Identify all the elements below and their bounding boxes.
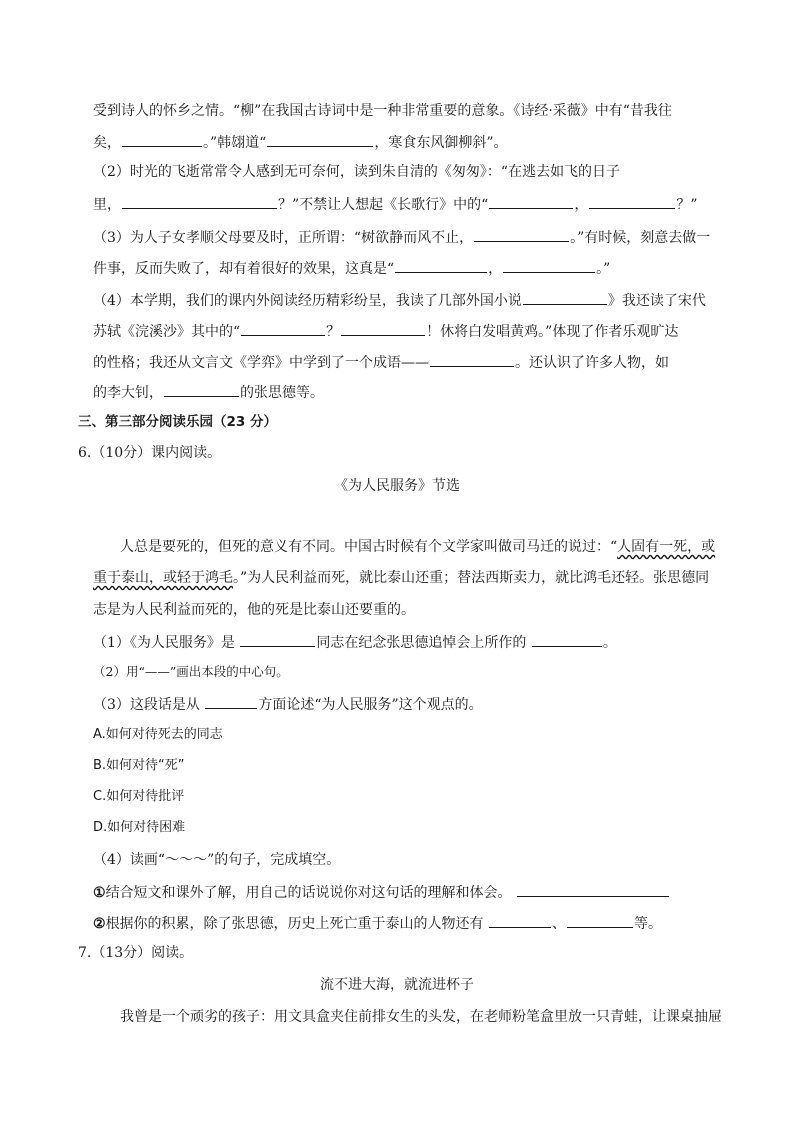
answer-blank[interactable] [341, 320, 425, 336]
answer-blank[interactable] [241, 320, 325, 336]
wavy-underlined-quote: 人固有一死，或 [617, 539, 716, 555]
p4-line2: 苏轼《浣溪沙》其中的“ ？ ！休将白发唱黄鸡。”体现了作者乐观旷达 [93, 320, 678, 342]
section-heading: 三、第三部分阅读乐园（23 分） [78, 414, 277, 430]
answer-blank[interactable] [517, 881, 669, 897]
passage-line1: 人总是要死的，但死的意义有不同。中国古时候有个文学家叫做司马迁的说过：“人固有一死，或 [120, 539, 716, 555]
p4-line4: 的李大钊， 的张思德等。 [93, 381, 324, 403]
option-c[interactable]: C.如何对待批评 [93, 789, 185, 804]
option-d[interactable]: D.如何对待困难 [93, 820, 186, 835]
wavy-underlined-quote: 重于泰山，或轻于鸿毛 [93, 570, 233, 586]
p1-line2: 矣， 。”韩翃道“ ，寒食东风御柳斜”。 [93, 131, 508, 153]
passage-title-7: 流不进大海，就流进杯子 [320, 977, 474, 993]
passage-line2: 重于泰山，或轻于鸿毛。”为人民利益而死，就比泰山还重；替法西斯卖力，就比鸿毛还轻。张思德同 [93, 570, 710, 586]
answer-blank[interactable] [567, 912, 633, 928]
answer-blank[interactable] [395, 257, 487, 273]
answer-blank[interactable] [503, 257, 595, 273]
option-b[interactable]: B.如何对待“死” [93, 758, 185, 773]
p4-line1: （4）本学期，我们的课内外阅读经历精彩纷呈，我读了几部外国小说 》我还读了宋代 [93, 289, 706, 311]
answer-blank[interactable] [532, 631, 602, 647]
answer-blank[interactable] [430, 351, 514, 367]
answer-blank[interactable] [205, 693, 257, 709]
answer-blank[interactable] [489, 912, 551, 928]
question-7-label: 7.（13分）阅读。 [78, 945, 194, 961]
p3-line1: （3）为人子女孝顺父母要及时，正所谓：“树欲静而风不止， 。”有时候，刻意去做一 [93, 226, 710, 248]
sub-question-4-part2: ②根据你的积累，除了张思德，历史上死亡重于泰山的人物还有 、 等。 [93, 912, 662, 934]
sub-question-2: （2）用“——”画出本段的中心句。 [93, 664, 289, 679]
circled-number-2: ② [93, 916, 106, 932]
p2-line1: （2）时光的飞逝常常令人感到无可奈何，读到朱自清的《匆匆》：“在逃去如飞的日子 [93, 164, 621, 180]
passage-title: 《为人民服务》节选 [334, 478, 460, 494]
answer-blank[interactable] [122, 131, 202, 147]
answer-blank[interactable] [164, 381, 239, 397]
question-6-label: 6.（10分）课内阅读。 [78, 445, 222, 461]
answer-blank[interactable] [489, 193, 573, 209]
answer-blank[interactable] [474, 226, 569, 242]
answer-blank[interactable] [523, 289, 607, 305]
answer-blank[interactable] [267, 131, 373, 147]
sub-question-4: （4）读画“～～～”的句子，完成填空。 [93, 852, 341, 868]
p3-line2: 件事，反而失败了，却有着很好的效果，这真是“ ， 。” [93, 257, 610, 279]
answer-blank[interactable] [122, 193, 277, 209]
p4-line3: 的性格；我还从文言文《学弈》中学到了一个成语—— 。还认识了许多人物，如 [93, 351, 669, 373]
option-a[interactable]: A.如何对待死去的同志 [93, 727, 223, 742]
p2-line2: 里， ？”不禁让人想起《长歌行》中的“ ， ？” [93, 193, 698, 215]
passage7-line1: 我曾是一个顽劣的孩子：用文具盒夹住前排女生的头发，在老师粉笔盒里放一只青蛙，让课桌抽屉 [120, 1009, 722, 1025]
passage-line3: 志是为人民利益而死的，他的死是比泰山还要重的。 [93, 602, 415, 618]
p1-line1: 受到诗人的怀乡之情。“柳”在我国古诗词中是一种非常重要的意象。《诗经·采薇》中有“昔我往 [93, 103, 672, 119]
sub-question-4-part1: ①结合短文和课外了解，用自己的话说说你对这句话的理解和体会。 [93, 881, 670, 903]
circled-number-1: ① [93, 885, 106, 901]
sub-question-1: （1）《为人民服务》是 同志在纪念张思德追悼会上所作的 。 [93, 631, 617, 653]
answer-blank[interactable] [589, 193, 675, 209]
answer-blank[interactable] [240, 631, 315, 647]
sub-question-3: （3）这段话是从 方面论述“为人民服务”这个观点的。 [93, 693, 483, 715]
